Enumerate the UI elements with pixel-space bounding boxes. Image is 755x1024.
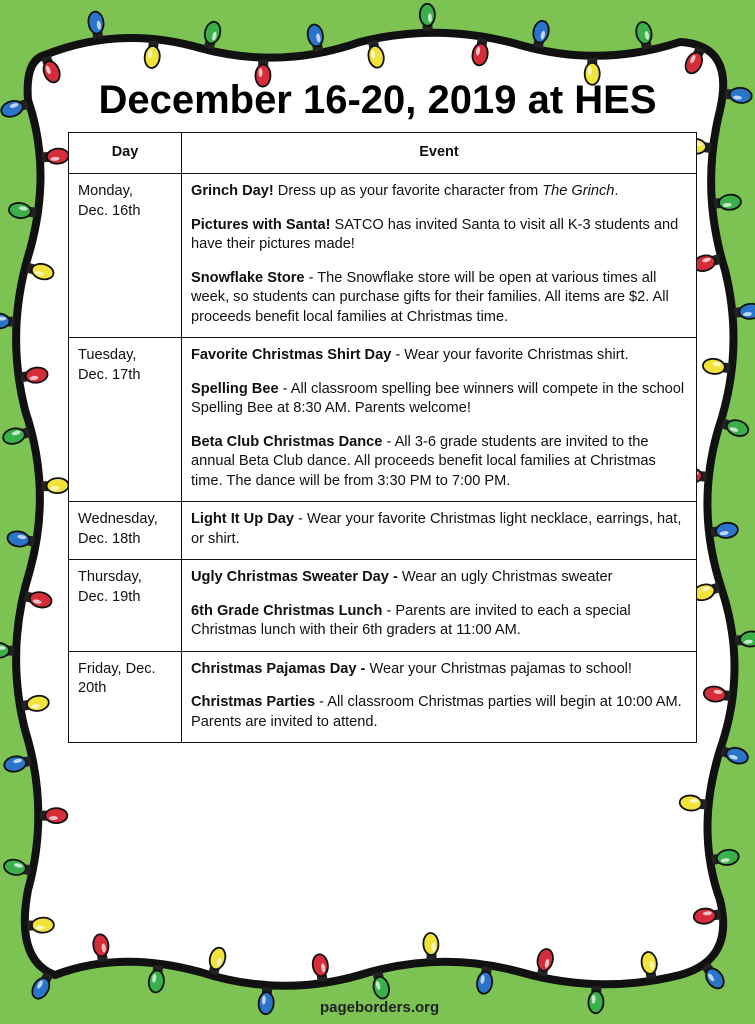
event-name: 6th Grade Christmas Lunch <box>191 602 383 619</box>
event-name: Beta Club Christmas Dance <box>191 433 383 450</box>
christmas-light-bulb-icon <box>530 19 550 49</box>
christmas-light-bulb-icon <box>370 970 391 1000</box>
day-cell <box>69 338 182 502</box>
christmas-light-bulb-icon <box>720 416 750 438</box>
christmas-light-bulb-icon <box>634 21 654 50</box>
event-description: - Wear your favorite Christmas shirt. <box>391 347 629 363</box>
table-row <box>69 338 697 502</box>
christmas-light-bulb-icon <box>1 425 31 446</box>
day-label: Dec. 16th <box>78 202 141 219</box>
christmas-light-bulb-icon <box>3 753 32 773</box>
christmas-light-bulb-icon <box>420 4 436 31</box>
day-label: Monday, <box>78 183 133 199</box>
day-label: 20th <box>78 680 107 696</box>
christmas-light-bulb-icon <box>87 11 106 40</box>
day-label: Wednesday, <box>78 511 158 527</box>
event-entry <box>191 602 688 641</box>
event-entry <box>191 182 688 202</box>
christmas-light-bulb-icon <box>713 194 741 211</box>
event-description: Wear an ugly Christmas sweater <box>397 569 613 585</box>
event-description: - Wear your favorite Christmas light necklace, earrings, hat, or shirt. <box>191 511 682 547</box>
event-name: Ugly Christmas Sweater Day - <box>191 569 398 585</box>
day-label: Dec. 18th <box>78 530 141 547</box>
christmas-light-bulb-icon <box>6 530 35 549</box>
event-emphasis: The Grinch <box>542 183 615 199</box>
day-cell <box>69 651 182 743</box>
event-name: Christmas Parties <box>191 694 316 710</box>
footer-credit: pageborders.org <box>320 999 440 1016</box>
event-description: Wear your Christmas pajamas to school! <box>365 660 632 677</box>
day-label: Tuesday, <box>78 347 137 363</box>
event-entry <box>191 269 688 328</box>
day-label: Dec. 17th <box>78 366 141 383</box>
christmas-light-bulb-icon <box>588 986 604 1013</box>
christmas-light-bulb-icon <box>720 744 750 766</box>
day-cell <box>69 502 182 560</box>
event-entry <box>191 693 688 732</box>
day-label: Friday, Dec. <box>78 660 156 677</box>
christmas-light-bulb-icon <box>734 303 755 320</box>
christmas-light-bulb-icon <box>8 202 37 221</box>
event-name: Grinch Day! <box>191 183 274 199</box>
event-cell <box>182 338 697 502</box>
event-column-header: Event <box>182 133 697 174</box>
day-cell <box>69 560 182 652</box>
event-entry <box>191 568 688 588</box>
christmas-light-bulb-icon <box>306 23 326 52</box>
event-description: - Parents are invited to each a special Christmas lunch with their 6th graders at 11:00 AM. <box>191 602 631 638</box>
event-entry <box>191 510 688 549</box>
event-entry <box>191 346 688 366</box>
christmas-light-bulb-icon <box>202 20 223 50</box>
event-description: - All 3-6 grade students are invited to the annual Beta Club dance. All proceeds benefit local families at Christmas time. The dance will be from 3:30 PM to 7:00 PM. <box>191 433 656 489</box>
event-cell <box>182 560 697 652</box>
event-entry <box>191 433 688 492</box>
event-entry <box>191 660 688 680</box>
christmas-light-bulb-icon <box>710 522 739 540</box>
event-cell <box>182 651 697 743</box>
christmas-light-bulb-icon <box>258 987 275 1015</box>
events-table <box>68 132 697 743</box>
table-row <box>69 651 697 743</box>
event-description: - The Snowflake store will be open at various times all week, so students can purchase gifts for their families. All items are $2. All proceeds benefit local families at Christmas time. <box>191 269 669 325</box>
event-name: Christmas Pajamas Day - <box>191 660 366 677</box>
event-name: Spelling Bee <box>191 380 279 397</box>
event-description: - All classroom spelling bee winners will compete in the school Spelling Bee at 8:30 AM. Parents welcome! <box>191 380 685 416</box>
table-header-row <box>69 133 697 174</box>
christmas-light-bulb-icon <box>148 965 166 994</box>
christmas-light-bulb-icon <box>476 966 495 995</box>
event-name: Snowflake Store <box>191 269 305 286</box>
christmas-light-bulb-icon <box>711 848 740 867</box>
event-description: . <box>614 183 619 199</box>
event-cell <box>182 174 697 338</box>
event-description: SATCO has invited Santa to visit all K-3 students and have their pictures made! <box>191 216 679 252</box>
event-description: Dress up as your favorite character from <box>273 183 543 199</box>
event-entry <box>191 216 688 255</box>
event-description: - All classroom Christmas parties will begin at 10:00 AM. Parents are invited to attend. <box>191 694 682 730</box>
event-entry <box>191 380 688 419</box>
event-name: Light It Up Day <box>191 511 294 527</box>
day-column-header: Day <box>69 133 182 174</box>
christmas-light-bulb-icon <box>3 858 32 878</box>
page-title: December 16-20, 2019 at HES <box>98 78 657 122</box>
day-label: Thursday, <box>78 569 142 585</box>
table-row <box>69 174 697 338</box>
event-cell <box>182 502 697 560</box>
event-name: Pictures with Santa! <box>191 216 331 233</box>
event-name: Favorite Christmas Shirt Day <box>191 347 392 363</box>
table-row <box>69 560 697 652</box>
table-row <box>69 502 697 560</box>
day-cell <box>69 174 182 338</box>
day-label: Dec. 19th <box>78 588 141 605</box>
